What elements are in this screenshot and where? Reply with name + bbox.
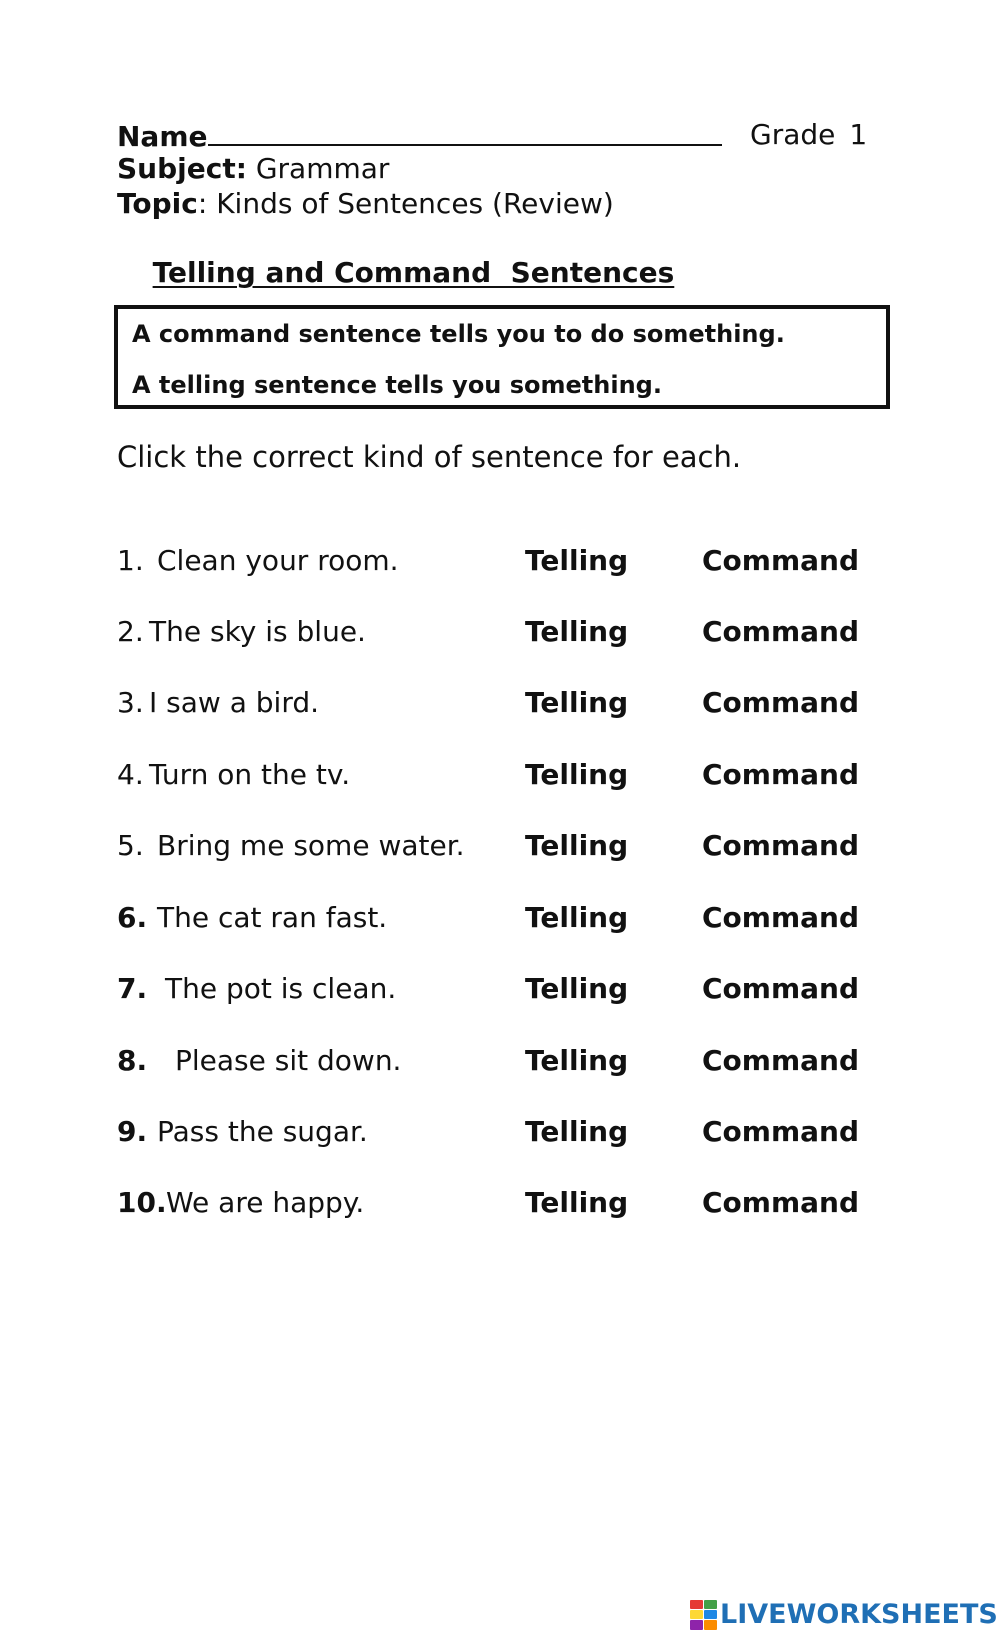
telling-option-9[interactable]: Telling: [525, 1115, 629, 1148]
telling-option-6[interactable]: Telling: [525, 901, 629, 934]
telling-option-2[interactable]: Telling: [525, 615, 629, 648]
question-row-4: [0, 758, 1000, 798]
telling-option-5[interactable]: Telling: [525, 829, 629, 862]
question-row-10: [0, 1186, 1000, 1226]
name-blank: [208, 118, 722, 146]
question-row-6: [0, 901, 1000, 941]
topic-line: [117, 187, 614, 221]
name-label: Name: [117, 120, 208, 153]
question-row-9: [0, 1115, 1000, 1155]
topic-label: Topic: [117, 187, 198, 220]
subject-label: Subject:: [117, 152, 247, 185]
question-number: 7.: [117, 972, 148, 1005]
command-option-7[interactable]: Command: [702, 972, 860, 1005]
question-number: 9.: [117, 1115, 148, 1148]
telling-definition: A telling sentence tells you something.: [132, 371, 662, 399]
question-number: 1.: [117, 544, 144, 577]
question-number: 8.: [117, 1044, 148, 1077]
telling-option-8[interactable]: Telling: [525, 1044, 629, 1077]
question-number: 4.: [117, 758, 144, 791]
question-number: 2.: [117, 615, 144, 648]
telling-option-10[interactable]: Telling: [525, 1186, 629, 1219]
question-number: 5.: [117, 829, 144, 862]
page-title-text: Telling and Command Sentences: [152, 256, 675, 289]
question-text: We are happy.: [166, 1186, 365, 1219]
command-definition: A command sentence tells you to do something.: [132, 320, 785, 348]
subject-line: [117, 152, 389, 186]
logo-text: LIVEWORKSHEETS: [720, 1598, 998, 1630]
name-line: [117, 118, 722, 154]
instruction: Click the correct kind of sentence for each.: [117, 440, 742, 474]
question-number: 6.: [117, 901, 148, 934]
question-row-8: [0, 1044, 1000, 1084]
grade: [750, 118, 867, 152]
question-text: The pot is clean.: [165, 972, 397, 1005]
question-text: Please sit down.: [175, 1044, 402, 1077]
command-option-2[interactable]: Command: [702, 615, 860, 648]
question-row-5: [0, 829, 1000, 869]
question-row-3: [0, 686, 1000, 726]
telling-option-4[interactable]: Telling: [525, 758, 629, 791]
definition-box: [114, 305, 890, 409]
grade-label: Grade: [750, 118, 836, 151]
question-text: Pass the sugar.: [157, 1115, 368, 1148]
question-text: The cat ran fast.: [157, 901, 388, 934]
question-row-7: [0, 972, 1000, 1012]
question-text: I saw a bird.: [149, 686, 320, 719]
subject-value: Grammar: [246, 152, 390, 185]
grade-value: 1: [849, 118, 868, 151]
telling-option-7[interactable]: Telling: [525, 972, 629, 1005]
command-option-3[interactable]: Command: [702, 686, 860, 719]
topic-value: : Kinds of Sentences (Review): [197, 187, 614, 220]
question-row-2: [0, 615, 1000, 655]
liveworksheets-logo[interactable]: [690, 1596, 998, 1632]
command-option-4[interactable]: Command: [702, 758, 860, 791]
telling-option-3[interactable]: Telling: [525, 686, 629, 719]
question-number: 10.: [117, 1186, 167, 1219]
question-row-1: [0, 544, 1000, 584]
command-option-1[interactable]: Command: [702, 544, 860, 577]
question-text: Clean your room.: [157, 544, 399, 577]
question-text: Bring me some water.: [157, 829, 465, 862]
command-option-8[interactable]: Command: [702, 1044, 860, 1077]
command-option-6[interactable]: Command: [702, 901, 860, 934]
liveworksheets-logo-icon: [690, 1600, 716, 1628]
question-number: 3.: [117, 686, 144, 719]
command-option-5[interactable]: Command: [702, 829, 860, 862]
command-option-10[interactable]: Command: [702, 1186, 860, 1219]
question-text: The sky is blue.: [149, 615, 366, 648]
telling-option-1[interactable]: Telling: [525, 544, 629, 577]
command-option-9[interactable]: Command: [702, 1115, 860, 1148]
question-text: Turn on the tv.: [149, 758, 351, 791]
